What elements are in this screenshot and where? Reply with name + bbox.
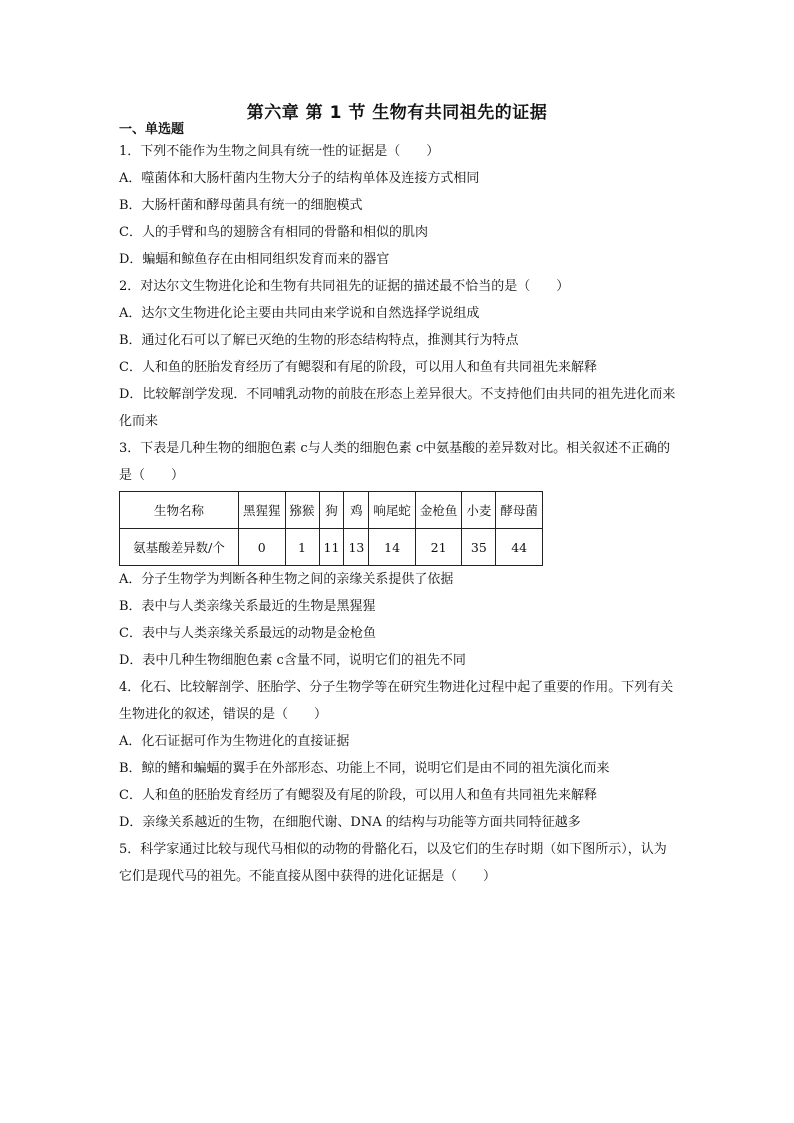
question-4-stem: 4．化石、比较解剖学、胚胎学、分子生物学等在研究生物进化过程中起了重要的作用。下列有关生物进化的叙述，错误的是（ ） bbox=[119, 680, 674, 722]
question-3-stem: 3．下表是几种生物的细胞色素 c与人类的细胞色素 c中氨基酸的差异数对比。相关叙述不正确的是（ ） bbox=[119, 441, 671, 483]
question-1-option-a: A．噬菌体和大肠杆菌内生物大分子的结构单体及连接方式相同 bbox=[119, 171, 480, 186]
cytochrome-c-table bbox=[119, 491, 543, 566]
table-header-cell: 氨基酸差异数/个 bbox=[120, 529, 239, 566]
table-cell: 11 bbox=[319, 529, 344, 566]
table-cell: 猕猴 bbox=[285, 492, 319, 529]
table-row bbox=[120, 529, 543, 566]
question-3-option-d: D．表中几种生物细胞色素 c含量不同，说明它们的祖先不同 bbox=[119, 653, 466, 668]
document-content bbox=[119, 122, 679, 890]
table-cell: 黑猩猩 bbox=[239, 492, 286, 529]
question-4-option-a: A．化石证据可作为生物进化的直接证据 bbox=[119, 734, 350, 749]
question-2-option-a: A．达尔文生物进化论主要由共同由来学说和自然选择学说组成 bbox=[119, 306, 480, 321]
question-2-option-d: D．比较解剖学发现．不同哺乳动物的前肢在形态上差异很大。不支持他们由共同的祖先进化而来化而来 bbox=[119, 387, 676, 429]
table-cell: 金枪鱼 bbox=[415, 492, 462, 529]
table-cell: 酵母菌 bbox=[496, 492, 543, 529]
question-2-stem: 2．对达尔文生物进化论和生物有共同祖先的证据的描述最不恰当的是（ ） bbox=[119, 279, 570, 294]
table-cell: 44 bbox=[496, 529, 543, 566]
table-row bbox=[120, 492, 543, 529]
table-cell: 鸡 bbox=[344, 492, 369, 529]
table-cell: 35 bbox=[462, 529, 496, 566]
table-cell: 14 bbox=[369, 529, 416, 566]
table-cell: 响尾蛇 bbox=[369, 492, 416, 529]
table-cell: 13 bbox=[344, 529, 369, 566]
table-cell: 小麦 bbox=[462, 492, 496, 529]
table-cell: 狗 bbox=[319, 492, 344, 529]
table-cell: 1 bbox=[285, 529, 319, 566]
question-2-option-c: C．人和鱼的胚胎发育经历了有鳃裂和有尾的阶段，可以用人和鱼有共同祖先来解释 bbox=[119, 360, 597, 375]
question-3-option-b: B．表中与人类亲缘关系最近的生物是黑猩猩 bbox=[119, 599, 376, 614]
question-1-option-b: B．大肠杆菌和酵母菌具有统一的细胞模式 bbox=[119, 198, 363, 213]
question-4-option-c: C．人和鱼的胚胎发育经历了有鳃裂及有尾的阶段，可以用人和鱼有共同祖先来解释 bbox=[119, 788, 597, 803]
question-5-stem: 5．科学家通过比较与现代马相似的动物的骨骼化石，以及它们的生存时期（如下图所示），认为它们是现代马的祖先。不能直接从图中获得的进化证据是（ ） bbox=[119, 842, 667, 884]
section-heading: 一、单选题 bbox=[119, 122, 185, 137]
question-1-option-c: C．人的手臂和鸟的翅膀含有相同的骨骼和相似的肌肉 bbox=[119, 225, 428, 240]
page-title: 第六章 第 1 节 生物有共同祖先的证据 bbox=[246, 103, 548, 123]
question-3-option-a: A．分子生物学为判断各种生物之间的亲缘关系提供了依据 bbox=[119, 572, 454, 587]
question-2-option-b: B．通过化石可以了解已灭绝的生物的形态结构特点，推测其行为特点 bbox=[119, 333, 519, 348]
question-1-stem: 1．下列不能作为生物之间具有统一性的证据是（ ） bbox=[119, 144, 440, 159]
question-4-option-d: D．亲缘关系越近的生物，在细胞代谢、DNA 的结构与功能等方面共同特征越多 bbox=[119, 815, 581, 830]
table-cell: 0 bbox=[239, 529, 286, 566]
question-1-option-d: D．蝙蝠和鲸鱼存在由相同组织发育而来的器官 bbox=[119, 252, 390, 267]
table-header-cell: 生物名称 bbox=[120, 492, 239, 529]
question-3-option-c: C．表中与人类亲缘关系最远的动物是金枪鱼 bbox=[119, 626, 376, 641]
question-4-option-b: B．鲸的鳍和蝙蝠的翼手在外部形态、功能上不同，说明它们是由不同的祖先演化而来 bbox=[119, 761, 610, 776]
table-cell: 21 bbox=[415, 529, 462, 566]
